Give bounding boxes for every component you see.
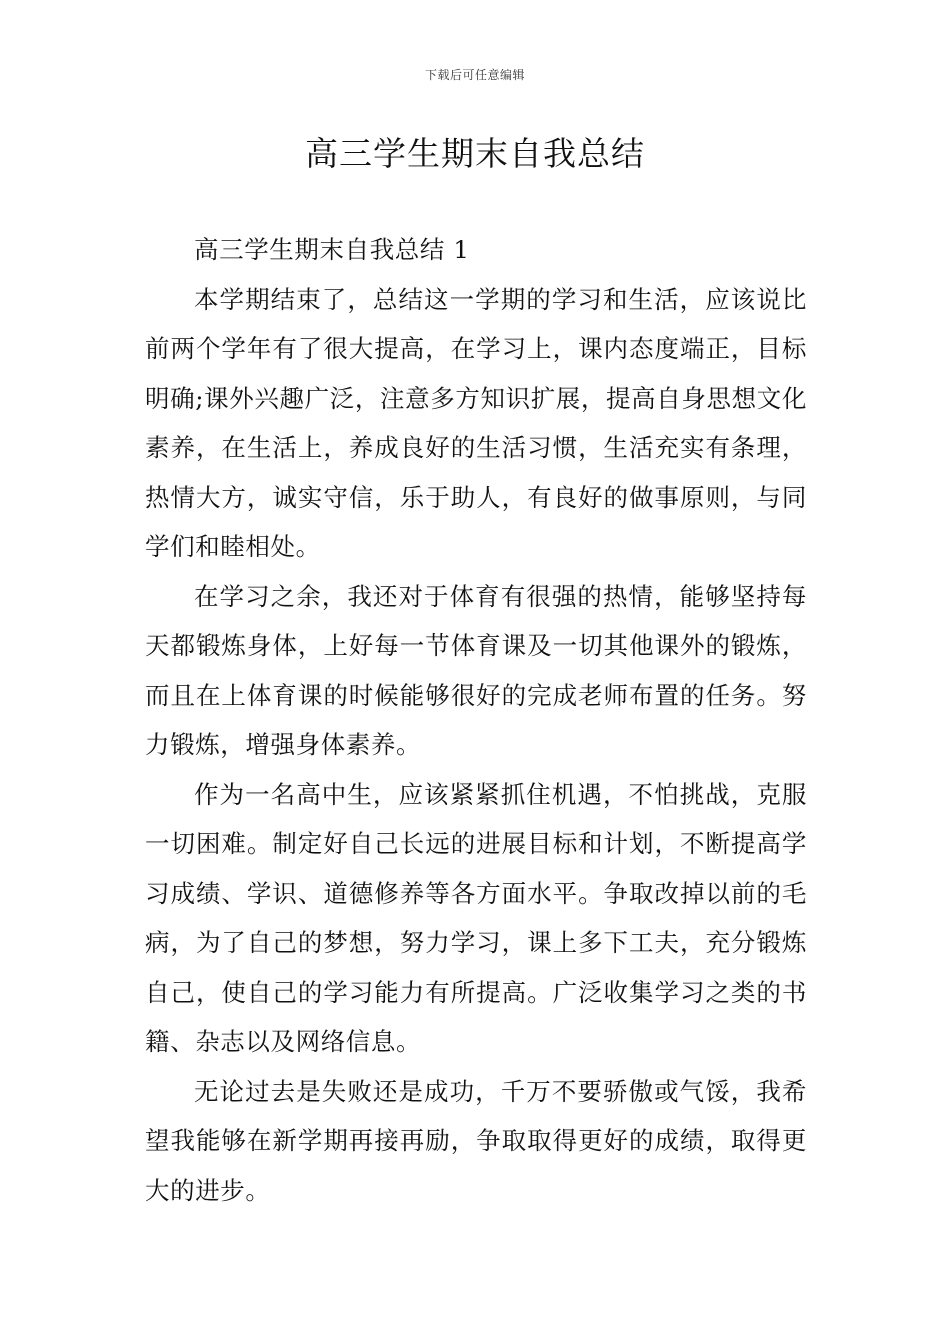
paragraph: 作为一名高中生，应该紧紧抓住机遇，不怕挑战，克服一切困难。制定好自己长远的进展目标和计划，不断提高学习成绩、学识、道德修养等各方面水平。争取改掉以前的毛病，为了自己的梦想，努力学习，课上多下工夫，充分锻炼自己，使自己的学习能力有所提高。广泛收集学习之类的书籍、杂志以及网络信息。 xyxy=(145,779,807,1056)
document-body xyxy=(145,225,807,1215)
header-note: 下载后可任意编辑 xyxy=(424,68,525,82)
section-heading: 高三学生期末自我总结 1 xyxy=(194,235,470,264)
paragraph: 在学习之余，我还对于体育有很强的热情，能够坚持每天都锻炼身体，上好每一节体育课及一切其他课外的锻炼，而且在上体育课的时候能够很好的完成老师布置的任务。努力锻炼，增强身体素养。 xyxy=(145,581,807,759)
paragraph: 无论过去是失败还是成功，千万不要骄傲或气馁，我希望我能够在新学期再接再励，争取取得更好的成绩，取得更大的进步。 xyxy=(145,1076,807,1205)
document-title: 高三学生期末自我总结 xyxy=(305,134,645,173)
paragraph: 本学期结束了，总结这一学期的学习和生活，应该说比前两个学年有了很大提高，在学习上，课内态度端正，目标明确;课外兴趣广泛，注意多方知识扩展，提高自身思想文化素养，在生活上，养成良好的生活习惯，生活充实有条理，热情大方，诚实守信，乐于助人，有良好的做事原则，与同学们和睦相处。 xyxy=(145,284,807,561)
